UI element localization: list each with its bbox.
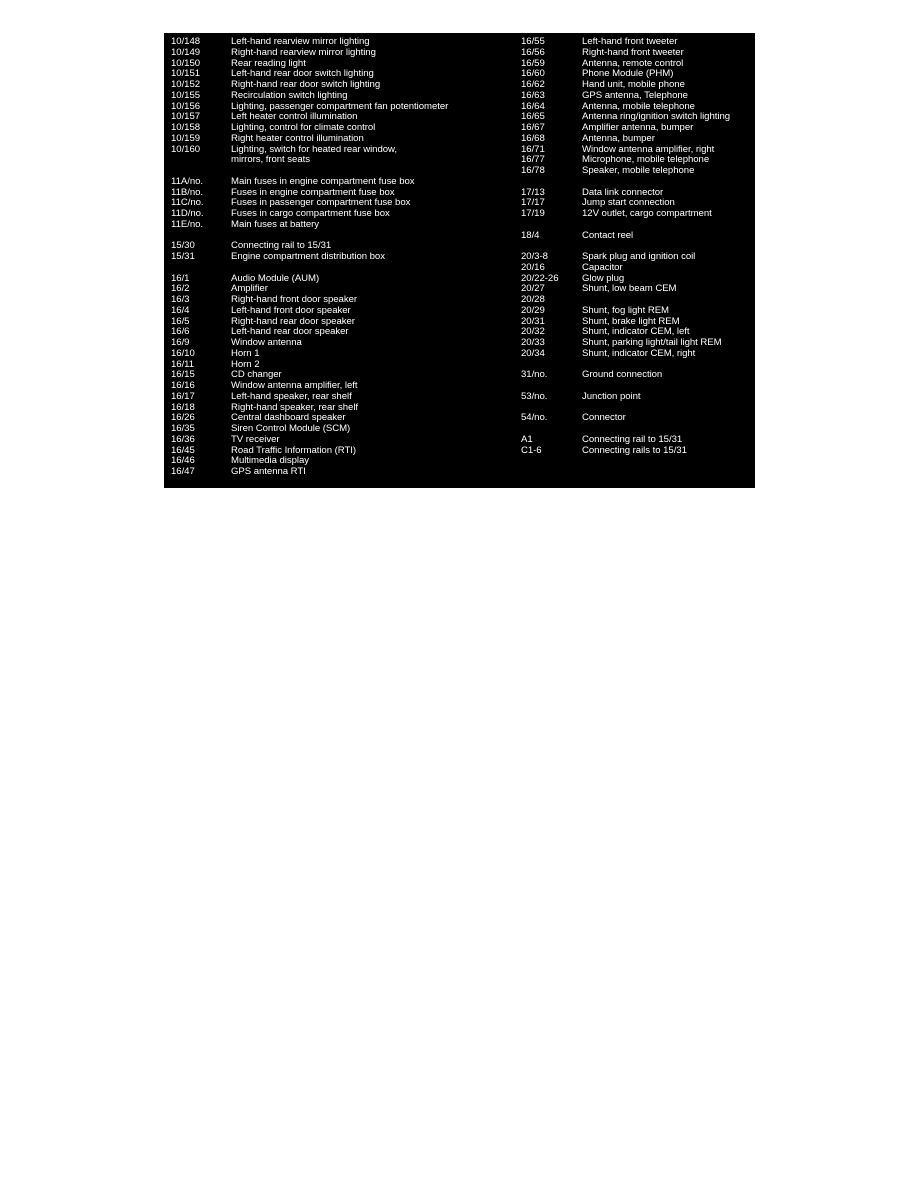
description-line: Left-hand rearview mirror lighting [231,36,370,47]
component-code: 16/56 [521,46,545,58]
component-code: 15/30 [171,240,195,252]
component-code: 11A/no. [171,175,204,187]
legend-row [171,360,511,371]
description-line: Left-hand speaker, rear shelf [231,390,352,402]
component-code: 17/19 [521,208,545,219]
component-code: 16/55 [521,36,545,47]
component-code: 20/33 [521,337,545,348]
description-line: Right-hand front tweeter [582,46,684,58]
description-line: Shunt, fog light REM [582,304,669,316]
description-line: Recirculation switch lighting [231,89,348,101]
component-description [231,252,385,263]
description-line: Hand unit, mobile phone [582,79,685,90]
legend-row [171,263,511,274]
component-description [231,467,306,478]
legend-row [521,349,753,360]
legend-row [521,392,753,403]
description-line: Right-hand rear door switch lighting [231,79,381,90]
description-line: Left-hand rear door speaker [231,326,349,338]
component-description [231,392,352,403]
legend-row [171,177,511,188]
description-line: Connecting rail to 15/31 [231,240,332,252]
legend-row [521,284,753,295]
component-description [231,145,397,167]
component-description [582,349,695,360]
description-line: Shunt, parking light/tail light REM [582,337,722,348]
legend-row [521,263,753,274]
legend-row [171,48,511,59]
legend-row [171,306,511,317]
component-code: 10/150 [171,57,201,69]
component-code: 16/60 [521,68,545,80]
description-line: Central dashboard speaker [231,412,346,424]
component-description [582,91,688,102]
component-description [582,48,684,59]
description-line: Shunt, indicator CEM, right [582,347,696,359]
component-code: 16/3 [171,294,190,306]
legend-row [171,145,511,167]
legend-row [171,327,511,338]
description-line: Amplifier antenna, bumper [582,122,694,133]
component-code: 16/62 [521,79,545,90]
component-code: 53/no. [521,390,548,402]
legend-row [521,166,753,177]
component-code: 10/157 [171,111,201,123]
legend-row [171,231,511,242]
component-description [582,435,682,446]
description-line: Spark plug and ignition coil [582,251,696,262]
component-code: 16/45 [171,444,195,456]
description-line: Connecting rail to 15/31 [582,433,683,445]
description-line: Lighting, passenger compartment fan potentiometer [231,100,449,112]
description-line: Antenna ring/ignition switch lighting [582,111,731,123]
description-line: Antenna, remote control [582,57,684,69]
description-line: Amplifier [231,283,268,295]
legend-row [521,177,753,188]
legend-row [171,338,511,349]
component-code: 16/4 [171,304,190,316]
description-line: Right-hand rearview mirror lighting [231,46,376,58]
description-line: Ground connection [582,369,663,381]
description-line: Connecting rails to 15/31 [582,444,687,456]
component-description [582,134,655,145]
legend-row [521,134,753,145]
description-line: Window antenna amplifier, right [582,143,715,155]
component-code: 16/68 [521,132,545,144]
description-line: Right heater control illumination [231,132,364,144]
component-code: 10/159 [171,132,201,144]
legend-row [171,252,511,263]
description-line: TV receiver [231,433,280,445]
description-line: Lighting, switch for heated rear window, [231,143,397,155]
description-line: mirrors, front seats [231,154,310,166]
component-code: 16/36 [171,433,195,445]
description-line: Horn 2 [231,358,260,370]
component-code: 16/9 [171,337,190,349]
component-code: 16/16 [171,380,195,392]
component-description [582,306,669,317]
description-line: Left-hand front tweeter [582,36,678,47]
component-code: 20/16 [521,261,545,273]
component-description [231,48,376,59]
legend-row [521,220,753,231]
component-description [582,263,623,274]
component-code: 16/77 [521,154,545,166]
description-line: Multimedia display [231,455,310,467]
legend-row [521,91,753,102]
component-code: 16/15 [171,369,195,381]
legend-row [171,424,511,435]
component-code: 20/29 [521,304,545,316]
description-line: Fuses in passenger compartment fuse box [231,197,411,209]
component-description [582,209,712,220]
description-line: 12V outlet, cargo compartment [582,208,712,219]
component-code: 17/13 [521,186,545,198]
component-code: 10/148 [171,36,201,47]
description-line: Microphone, mobile telephone [582,154,710,166]
description-line: Right-hand speaker, rear shelf [231,401,359,413]
description-line: Phone Module (PHM) [582,68,674,80]
description-line: GPS antenna, Telephone [582,89,688,101]
component-description [231,134,364,145]
component-description [231,91,347,102]
description-line: Engine compartment distribution box [231,251,385,263]
component-description [231,349,260,360]
description-line: Siren Control Module (SCM) [231,423,351,435]
component-code: 10/149 [171,46,201,58]
component-description [582,284,677,295]
component-code: 20/34 [521,347,545,359]
legend-row [171,446,511,457]
description-line: Window antenna [231,337,302,349]
description-line: Rear reading light [231,57,306,69]
component-code: 11C/no. [171,197,204,209]
legend-row [521,413,753,424]
component-code: 11D/no. [171,208,204,220]
description-line: Horn 1 [231,347,260,359]
legend-row [171,435,511,446]
legend-column-left [171,37,511,478]
component-code: 16/10 [171,347,195,359]
description-line: Left-hand rear door switch lighting [231,68,374,80]
description-line: Contact reel [582,229,634,241]
component-description [231,435,280,446]
component-code: 10/160 [171,143,201,155]
legend-row [171,209,511,220]
description-line: Shunt, brake light REM [582,315,680,327]
component-description [231,306,351,317]
description-line: GPS antenna RTI [231,466,306,478]
component-code: 16/71 [521,143,545,155]
description-line: Data link connector [582,186,664,198]
component-code: C1-6 [521,444,542,456]
component-code: 20/22-26 [521,272,559,284]
component-code: 16/6 [171,326,190,338]
component-code: 16/2 [171,283,190,295]
component-code: 16/67 [521,122,545,133]
legend-row [521,370,753,381]
description-line: Shunt, indicator CEM, left [582,326,690,338]
component-code: 16/11 [171,358,195,370]
component-code: 11B/no. [171,186,204,198]
description-line: Left heater control illumination [231,111,358,123]
legend-row [171,134,511,145]
description-line: Road Traffic Information (RTI) [231,444,357,456]
component-code: 16/26 [171,412,195,424]
description-line: Junction point [582,390,641,402]
component-description [582,370,662,381]
component-code: 54/no. [521,412,548,424]
legend-column-right [521,37,753,456]
component-code: 10/151 [171,68,201,80]
description-line: Shunt, low beam CEM [582,283,677,295]
component-code: 10/152 [171,79,201,90]
component-description [231,220,319,231]
component-code: 10/156 [171,100,201,112]
description-line: Right-hand rear door speaker [231,315,355,327]
legend-row [171,467,511,478]
description-line: Jump start connection [582,197,675,209]
description-line: Antenna, bumper [582,132,655,144]
component-description [582,231,633,242]
component-code: 16/63 [521,89,545,101]
description-line: Antenna, mobile telephone [582,100,695,112]
component-code: 31/no. [521,369,548,381]
component-code: A1 [521,433,533,445]
description-line: Fuses in engine compartment fuse box [231,186,395,198]
component-code: 16/1 [171,272,190,284]
legend-row [521,209,753,220]
legend-row [171,274,511,285]
component-code: 16/78 [521,165,545,176]
component-code: 16/59 [521,57,545,69]
component-code: 20/27 [521,283,545,295]
legend-row [171,456,511,467]
component-description [582,446,687,457]
description-line: Left-hand front door speaker [231,304,351,316]
component-code: 10/158 [171,122,201,133]
description-line: Lighting, control for climate control [231,122,376,133]
component-code: 16/17 [171,390,195,402]
description-line: Main fuses in engine compartment fuse box [231,175,415,187]
component-code: 16/18 [171,401,195,413]
component-description [582,166,694,177]
component-code: 16/35 [171,423,195,435]
description-line: Fuses in cargo compartment fuse box [231,208,390,220]
description-line: Capacitor [582,261,623,273]
component-description [582,413,626,424]
component-code: 10/155 [171,89,201,101]
legend-row [521,435,753,446]
component-code: 17/17 [521,197,545,209]
component-description [231,177,415,188]
component-code: 16/64 [521,100,545,112]
description-line: Main fuses at battery [231,218,320,230]
description-line: Window antenna amplifier, left [231,380,358,392]
description-line: CD changer [231,369,282,381]
component-legend-panel [164,33,755,488]
component-description [582,392,641,403]
legend-row [521,446,753,457]
component-code: 16/47 [171,466,195,478]
component-code: 16/65 [521,111,545,123]
component-code: 16/46 [171,455,195,467]
component-code: 20/3-8 [521,251,548,262]
legend-row [521,403,753,414]
component-code: 20/31 [521,315,545,327]
description-line: Right-hand front door speaker [231,294,358,306]
legend-row [521,231,753,242]
legend-row [521,306,753,317]
description-line: Audio Module (AUM) [231,272,320,284]
component-code: 15/31 [171,251,195,263]
legend-row [521,48,753,59]
description-line: Speaker, mobile telephone [582,165,695,176]
component-code: 18/4 [521,229,540,241]
component-code: 11E/no. [171,218,204,230]
legend-row [171,220,511,231]
legend-row [171,91,511,102]
legend-row [171,349,511,360]
legend-row [171,392,511,403]
legend-row [521,252,753,263]
component-code: 20/28 [521,294,545,305]
component-code: 20/32 [521,326,545,338]
description-line: Glow plug [582,272,625,284]
description-line: Connector [582,412,626,424]
component-code: 16/5 [171,315,190,327]
